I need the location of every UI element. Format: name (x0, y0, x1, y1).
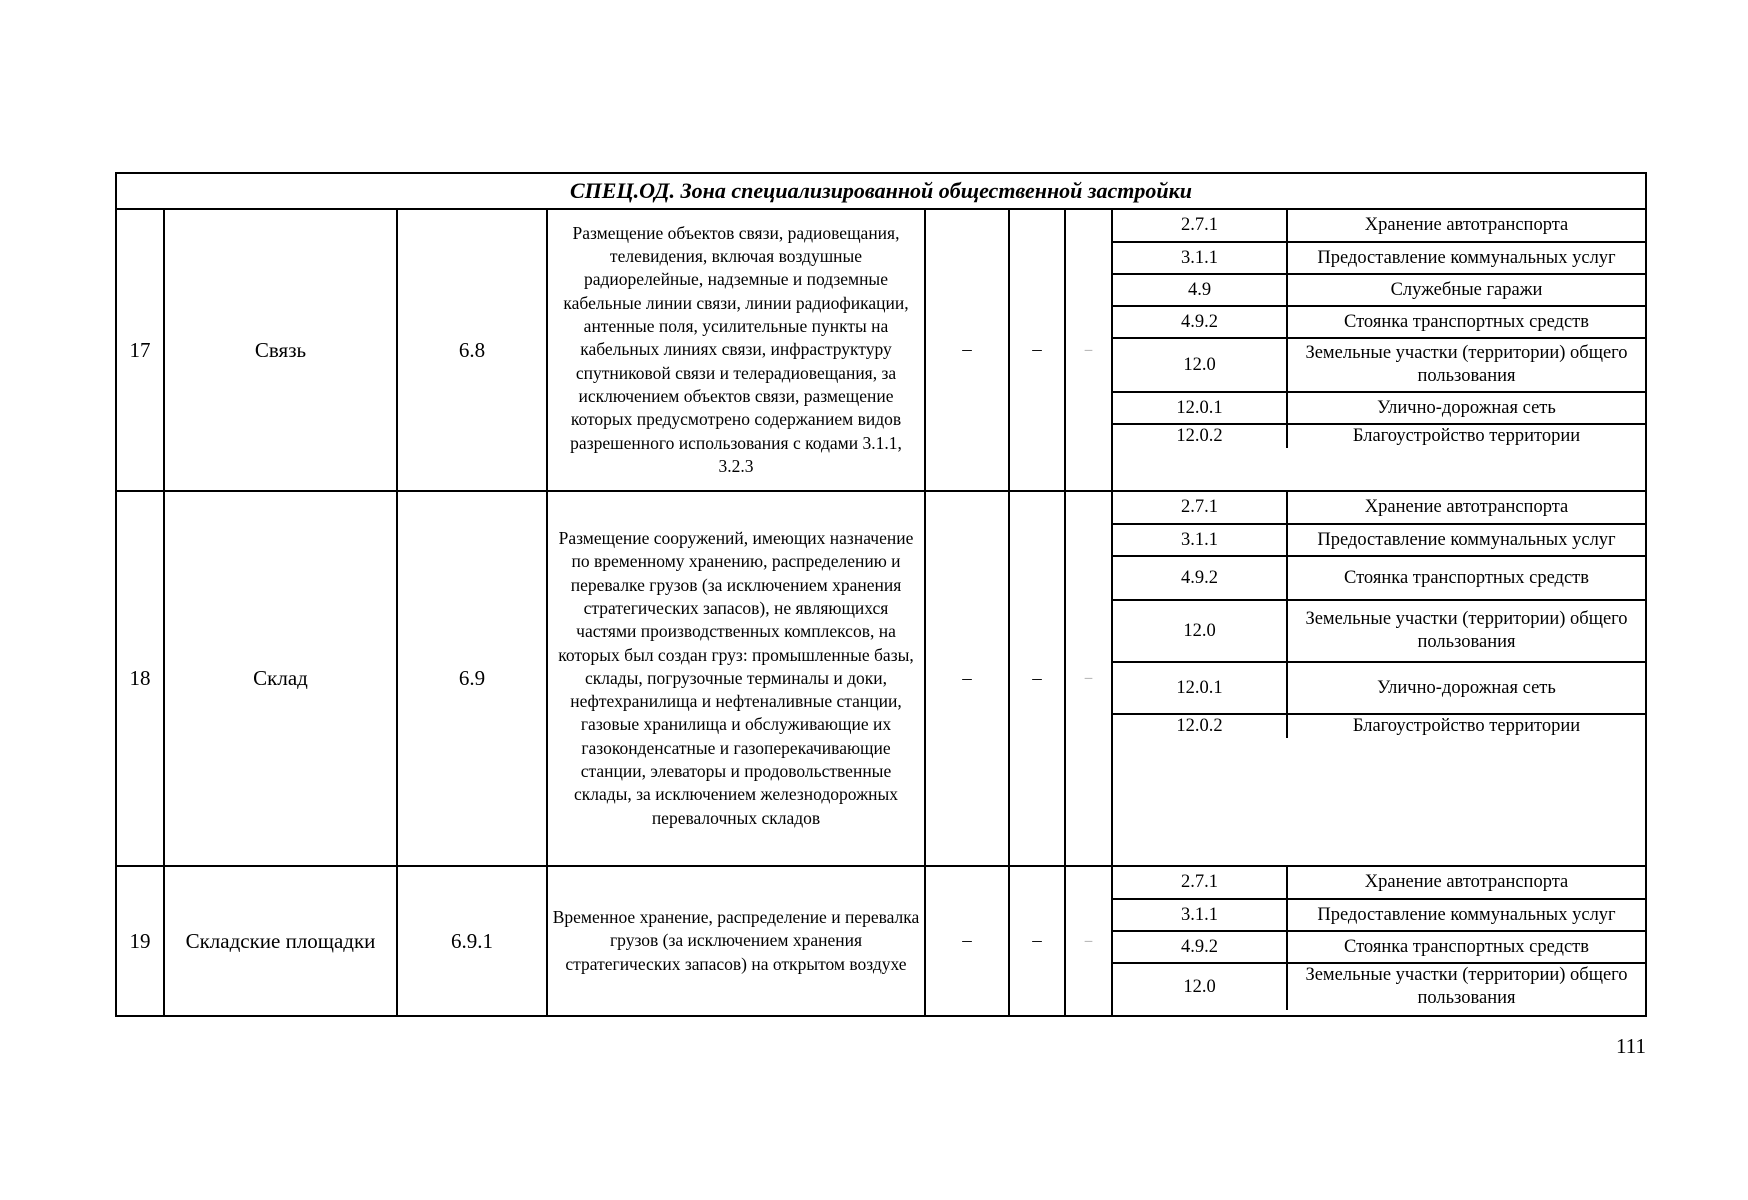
related-name: Хранение автотранспорта (1287, 492, 1645, 524)
dash-cell: – (925, 491, 1009, 866)
related-name: Благоустройство территории (1352, 716, 1581, 736)
related-name: Предоставление коммунальных услуг (1287, 242, 1645, 274)
related-name: Предоставление коммунальных услуг (1287, 899, 1645, 931)
table-row (116, 866, 1646, 1016)
use-description: Размещение объектов связи, радиовещания, телевидения, включая воздушные радиорелейные, надземные и подземные кабельные линии связи, линии радиофикации, антенные поля, усилительные пункты на кабельных линиях связи, инфраструктуру спутниковой связи и телерадиовещания, за исключением объектов связи, размещение которых предусмотрено содержанием видов разрешенного использования с кодами 3.1.1, 3.2.3 (547, 209, 925, 491)
page-number: 111 (1616, 1034, 1646, 1058)
related-code: 2.7.1 (1113, 210, 1287, 242)
dash-cell: – (1009, 209, 1065, 491)
related-uses (1112, 209, 1646, 491)
dash-cell: – (1065, 491, 1112, 866)
row-number: 18 (116, 491, 164, 866)
related-name: Благоустройство территории (1352, 426, 1581, 446)
related-name: Хранение автотранспорта (1287, 867, 1645, 899)
table-row (116, 209, 1646, 491)
related-uses (1112, 491, 1646, 866)
use-code: 6.9.1 (397, 866, 547, 1016)
related-name: Улично-дорожная сеть (1287, 662, 1645, 714)
related-code: 12.0 (1113, 600, 1287, 662)
use-description: Размещение сооружений, имеющих назначение по временному хранению, распределению и перевалке грузов (за исключением хранения стратегических запасов), не являющихся частями производственных комплексов, на которых был создан груз: промышленные базы, склады, погрузочные терминалы и доки, нефтехранилища и нефтеналивные станции, газовые хранилища и обслуживающие их газоконденсатные и газоперекачивающие станции, элеваторы и продовольственные склады, за исключением железнодорожных перевалочных складов (547, 491, 925, 866)
title-row (116, 173, 1646, 209)
related-code: 12.0 (1113, 338, 1287, 392)
related-code: 4.9.2 (1113, 306, 1287, 338)
related-name: Улично-дорожная сеть (1287, 392, 1645, 424)
related-code: 3.1.1 (1113, 242, 1287, 274)
related-name: Стоянка транспортных средств (1287, 931, 1645, 963)
related-code: 4.9 (1113, 274, 1287, 306)
use-name: Склад (164, 491, 397, 866)
dash-cell: – (925, 866, 1009, 1016)
use-name: Связь (164, 209, 397, 491)
related-uses (1112, 866, 1646, 1016)
related-code: 2.7.1 (1113, 867, 1287, 899)
table-title: СПЕЦ.ОД. Зона специализированной общественной застройки (116, 173, 1646, 209)
related-code: 2.7.1 (1113, 492, 1287, 524)
related-name: Земельные участки (территории) общего пользования (1287, 338, 1645, 392)
dash-cell: – (1009, 866, 1065, 1016)
dash-cell: – (1009, 491, 1065, 866)
related-name: Стоянка транспортных средств (1287, 556, 1645, 600)
related-code: 12.0.2 (1113, 424, 1287, 448)
related-code: 12.0 (1113, 963, 1287, 1010)
related-code: 12.0.1 (1113, 662, 1287, 714)
related-name: Хранение автотранспорта (1287, 210, 1645, 242)
related-uses-table (1113, 492, 1645, 738)
related-name: Служебные гаражи (1287, 274, 1645, 306)
related-code: 3.1.1 (1113, 899, 1287, 931)
use-description: Временное хранение, распределение и перевалка грузов (за исключением хранения стратегических запасов) на открытом воздухе (547, 866, 925, 1016)
related-code: 4.9.2 (1113, 931, 1287, 963)
row-number: 17 (116, 209, 164, 491)
related-code: 3.1.1 (1113, 524, 1287, 556)
related-code: 12.0.2 (1113, 714, 1287, 738)
table-row (116, 491, 1646, 866)
row-number: 19 (116, 866, 164, 1016)
related-code: 4.9.2 (1113, 556, 1287, 600)
related-name: Земельные участки (территории) общего пользования (1305, 965, 1628, 1008)
related-uses-table (1113, 210, 1645, 448)
related-uses-table (1113, 867, 1645, 1010)
related-code: 12.0.1 (1113, 392, 1287, 424)
use-code: 6.9 (397, 491, 547, 866)
zoning-table (115, 172, 1647, 1017)
use-name: Складские площадки (164, 866, 397, 1016)
related-name: Земельные участки (территории) общего пользования (1287, 600, 1645, 662)
related-name: Предоставление коммунальных услуг (1287, 524, 1645, 556)
dash-cell: – (1065, 866, 1112, 1016)
dash-cell: – (1065, 209, 1112, 491)
related-name: Стоянка транспортных средств (1287, 306, 1645, 338)
use-code: 6.8 (397, 209, 547, 491)
dash-cell: – (925, 209, 1009, 491)
